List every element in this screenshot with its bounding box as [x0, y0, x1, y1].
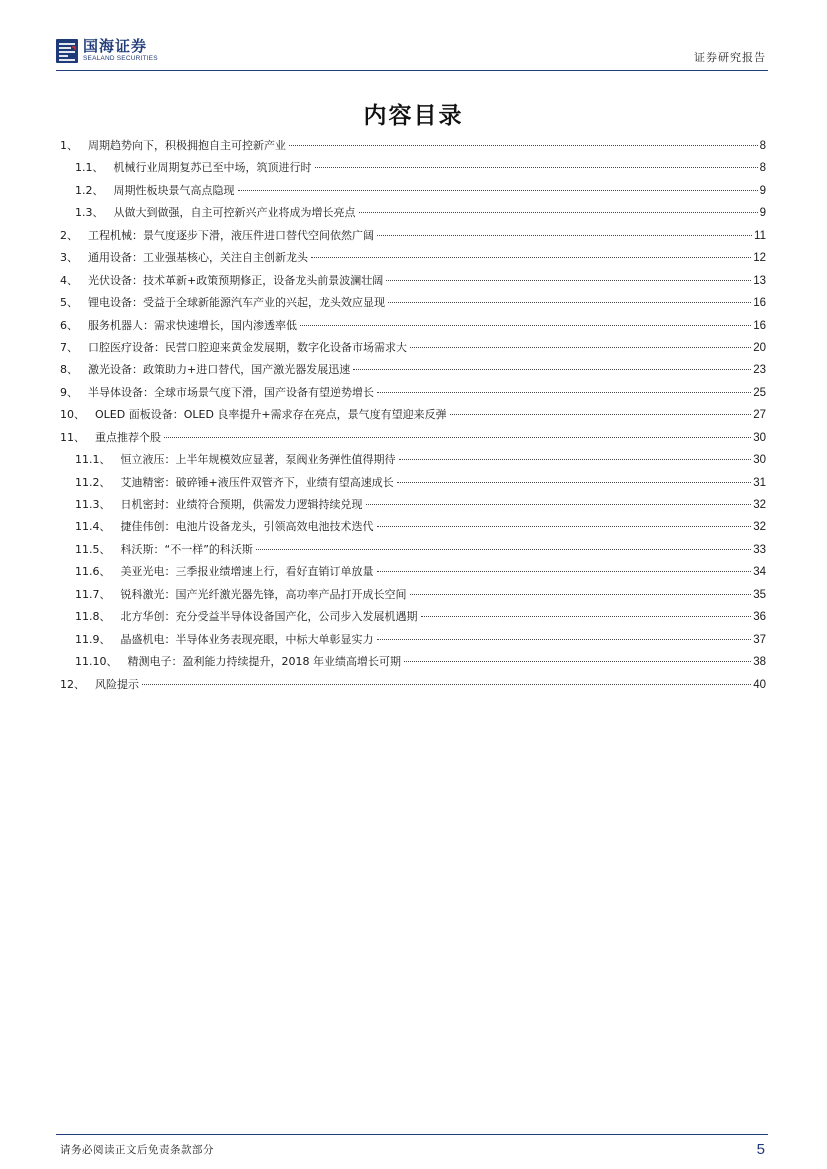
toc-entry-number: 9、	[60, 385, 78, 399]
toc-dot-leader	[386, 280, 751, 281]
toc-dot-leader	[142, 684, 751, 685]
toc-dot-leader	[377, 526, 752, 527]
toc-entry-title: 艾迪精密：破碎锤+液压件双管齐下，业绩有望高速成长	[120, 475, 394, 489]
toc-dot-leader	[238, 190, 758, 191]
toc-entry-title: 半导体设备：全球市场景气度下滑，国产设备有望逆势增长	[88, 385, 374, 399]
toc-entry-title: 锐科激光：国产光纤激光器先锋，高功率产品打开成长空间	[120, 587, 407, 601]
toc-entry[interactable]	[60, 496, 766, 518]
toc-entry-page: 11	[754, 229, 766, 242]
toc-entry-page: 30	[753, 431, 766, 444]
toc-entry-page: 31	[753, 476, 766, 489]
toc-entry[interactable]	[60, 429, 766, 451]
header-divider	[56, 70, 768, 71]
toc-entry-title: 美亚光电：三季报业绩增速上行，看好直销订单放量	[120, 565, 374, 579]
toc-entry[interactable]	[60, 541, 766, 563]
toc-entry-page: 16	[753, 319, 766, 332]
toc-entry[interactable]	[60, 608, 766, 630]
logo-chinese-name: 国海证券	[83, 37, 148, 56]
toc-entry-page: 32	[753, 499, 766, 511]
toc-entry[interactable]	[60, 294, 766, 316]
toc-entry[interactable]	[60, 361, 766, 383]
page-number: 5	[756, 1141, 765, 1158]
logo-english-name: SEALAND SECURITIES	[83, 55, 158, 63]
toc-entry-page: 23	[753, 364, 766, 377]
toc-entry[interactable]	[60, 563, 766, 585]
toc-entry-number: 11.6、	[75, 565, 111, 579]
toc-entry-number: 4、	[60, 273, 78, 287]
toc-dot-leader	[311, 257, 751, 258]
toc-entry-number: 10、	[60, 408, 85, 422]
table-of-contents	[60, 137, 766, 698]
toc-dot-leader	[410, 347, 751, 348]
toc-dot-leader	[164, 437, 751, 438]
toc-entry-number: 11.9、	[75, 632, 111, 646]
toc-entry-title: 恒立液压：上半年规模效应显著，泵阀业务弹性值得期待	[120, 453, 396, 467]
toc-entry-title: 周期性板块景气高点隐现	[113, 183, 235, 197]
toc-entry-number: 8、	[60, 363, 78, 377]
toc-entry-page: 16	[753, 297, 766, 310]
toc-dot-leader	[377, 639, 752, 640]
toc-entry-title: 周期趋势向下，积极拥抱自主可控新产业	[88, 139, 286, 152]
toc-entry-page: 13	[753, 274, 766, 287]
toc-dot-leader	[397, 482, 751, 483]
toc-entry-title: 捷佳伟创：电池片设备龙头，引领高效电池技术迭代	[120, 520, 374, 534]
toc-entry-title: 口腔医疗设备：民营口腔迎来黄金发展期，数字化设备市场需求大	[88, 340, 407, 354]
toc-entry-title: 服务机器人：需求快速增长，国内渗透率低	[88, 318, 297, 332]
toc-dot-leader	[377, 392, 751, 393]
toc-entry[interactable]	[60, 159, 766, 181]
toc-entry[interactable]	[60, 406, 766, 428]
toc-entry-page: 8	[759, 162, 766, 175]
toc-entry-page: 12	[753, 252, 766, 265]
toc-entry[interactable]	[60, 518, 766, 540]
toc-entry-number: 11.8、	[75, 610, 111, 624]
company-logo	[56, 36, 158, 66]
toc-entry-number: 2、	[60, 228, 78, 242]
toc-dot-leader	[399, 459, 752, 460]
toc-entry-number: 11.3、	[75, 498, 111, 511]
toc-dot-leader	[359, 212, 758, 213]
toc-dot-leader	[366, 504, 752, 505]
toc-entry-title: 工程机械：景气度逐步下滑，液压件进口替代空间依然广阔	[88, 228, 374, 242]
toc-entry-title: 风险提示	[95, 677, 139, 691]
toc-entry[interactable]	[60, 586, 766, 608]
toc-dot-leader	[315, 167, 758, 168]
toc-entry-number: 1.2、	[75, 183, 104, 197]
disclaimer-note: 请务必阅读正文后免责条款部分	[60, 1144, 214, 1156]
toc-entry-title: 机械行业周期复苏已至中场，筑顶进行时	[113, 161, 312, 175]
toc-entry[interactable]	[60, 631, 766, 653]
toc-entry-page: 25	[753, 386, 766, 399]
toc-entry[interactable]	[60, 182, 766, 204]
toc-entry-title: 从做大到做强，自主可控新兴产业将成为增长亮点	[113, 206, 356, 220]
toc-entry-title: 科沃斯：“不一样”的科沃斯	[120, 542, 253, 556]
toc-entry-title: 激光设备：政策助力+进口替代，国产激光器发展迅速	[88, 363, 351, 377]
toc-entry-number: 11.7、	[75, 587, 111, 601]
toc-entry[interactable]	[60, 451, 766, 473]
toc-entry-page: 38	[753, 656, 766, 669]
toc-entry-page: 33	[753, 543, 766, 556]
toc-entry-number: 1.1、	[75, 161, 104, 175]
toc-dot-leader	[289, 145, 758, 146]
toc-entry-number: 11、	[60, 430, 85, 444]
toc-title: 内容目录	[363, 102, 464, 129]
toc-entry-page: 34	[753, 566, 766, 579]
toc-entry-page: 20	[753, 341, 766, 354]
toc-entry-number: 5、	[60, 296, 78, 310]
toc-entry[interactable]	[60, 249, 766, 271]
toc-entry-title: 晶盛机电：半导体业务表现亮眼，中标大单彰显实力	[120, 632, 374, 646]
toc-entry-page: 9	[759, 207, 766, 220]
toc-entry[interactable]	[60, 317, 766, 339]
toc-dot-leader	[353, 369, 751, 370]
toc-entry-number: 7、	[60, 340, 78, 354]
toc-entry[interactable]	[60, 137, 766, 159]
toc-entry-title: 光伏设备：技术革新+政策预期修正，设备龙头前景波澜壮阔	[88, 273, 384, 287]
toc-entry-number: 11.10、	[75, 655, 118, 669]
toc-dot-leader	[377, 571, 752, 572]
toc-entry[interactable]	[60, 676, 766, 698]
toc-entry[interactable]	[60, 204, 766, 226]
toc-entry-title: 精测电子：盈利能力持续提升，2018 年业绩高增长可期	[127, 655, 401, 669]
toc-entry[interactable]	[60, 339, 766, 361]
toc-entry[interactable]	[60, 474, 766, 496]
toc-dot-leader	[377, 235, 752, 236]
toc-entry-page: 37	[753, 633, 766, 646]
toc-entry-number: 11.2、	[75, 475, 111, 489]
toc-entry-number: 3、	[60, 251, 78, 265]
toc-entry[interactable]	[60, 653, 766, 675]
toc-entry-number: 12、	[60, 677, 85, 691]
toc-entry-number: 11.1、	[75, 453, 111, 467]
toc-dot-leader	[256, 549, 751, 550]
sealand-logo-icon	[56, 39, 78, 63]
toc-entry-page: 30	[753, 454, 766, 467]
toc-entry-title: 锂电设备：受益于全球新能源汽车产业的兴起，龙头效应显现	[88, 296, 385, 310]
toc-entry-page: 27	[753, 409, 766, 422]
toc-dot-leader	[450, 414, 752, 415]
toc-entry-title: 重点推荐个股	[95, 430, 161, 444]
toc-entry-title: OLED 面板设备：OLED 良率提升+需求存在亮点，景气度有望迎来反弹	[95, 408, 447, 422]
toc-entry-number: 1.3、	[75, 206, 104, 220]
toc-entry-title: 日机密封：业绩符合预期，供需发力逻辑持续兑现	[120, 498, 363, 511]
toc-entry[interactable]	[60, 227, 766, 249]
toc-entry[interactable]	[60, 384, 766, 406]
toc-entry-title: 通用设备：工业强基核心，关注自主创新龙头	[88, 251, 308, 265]
toc-dot-leader	[404, 661, 751, 662]
toc-entry-page: 36	[753, 611, 766, 624]
toc-entry-page: 8	[759, 140, 766, 152]
toc-entry-title: 北方华创：充分受益半导体设备国产化，公司步入发展机遇期	[120, 610, 418, 624]
toc-entry-number: 11.5、	[75, 542, 111, 556]
toc-dot-leader	[388, 302, 751, 303]
toc-dot-leader	[300, 325, 751, 326]
toc-dot-leader	[410, 594, 752, 595]
page-header	[56, 36, 768, 70]
toc-entry-number: 1、	[60, 139, 78, 152]
toc-entry-page: 9	[759, 184, 766, 197]
toc-entry[interactable]	[60, 272, 766, 294]
toc-entry-page: 35	[753, 588, 766, 601]
toc-entry-number: 11.4、	[75, 520, 111, 534]
toc-entry-page: 40	[753, 678, 766, 691]
report-type-label: 证券研究报告	[694, 51, 766, 64]
toc-dot-leader	[421, 616, 752, 617]
toc-entry-number: 6、	[60, 318, 78, 332]
footer-divider	[56, 1134, 768, 1135]
toc-entry-page: 32	[753, 521, 766, 534]
